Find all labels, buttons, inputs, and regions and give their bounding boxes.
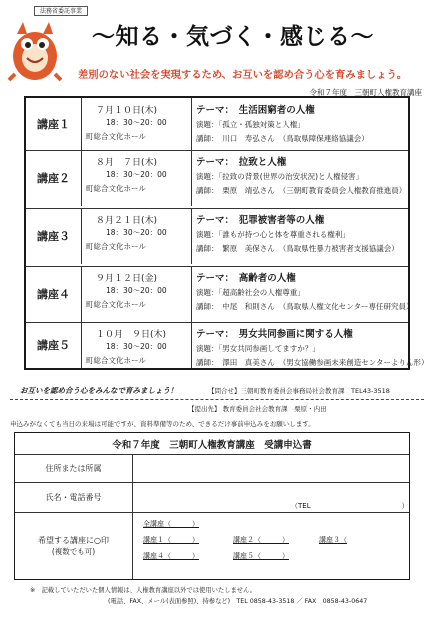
lecture-talk <box>196 119 305 130</box>
lecture-time: 18：30～20：00 <box>106 228 167 237</box>
lecture-schedule-cell <box>82 322 192 368</box>
option-lecture-5[interactable]: 講座５（ ） <box>233 552 289 560</box>
lecture-schedule-cell <box>82 150 192 206</box>
talk-prefix: 演題： <box>196 344 219 353</box>
lecture-schedule-cell <box>82 208 192 264</box>
lecture-date: ８月 ７日(木) <box>96 158 158 168</box>
talk-prefix: 演題： <box>196 288 219 297</box>
subtitle: 差別のない社会を実現するため、お互いを認め合う心を育みましょう。 <box>78 69 408 81</box>
lecture-talk <box>196 171 363 182</box>
lecture-detail-cell <box>192 208 408 264</box>
organizer-label: 令和７年度 三朝町人権教育講座 <box>309 88 422 97</box>
submit-to: 【提出先】 教育委員会社会教育課 栗原・内田 <box>188 405 327 413</box>
lecture-label: 講座１ <box>26 98 82 150</box>
lecturer-name: 講師： 繁原 美保さん <box>196 244 275 253</box>
lecture-date: ８月２１日(木) <box>96 216 158 226</box>
option-lecture-1[interactable]: 講座１（ ） <box>143 536 199 544</box>
tel-field[interactable]: （TEL ） <box>291 502 409 510</box>
lecture-theme: テーマ： 男女共同参画に関する人権 <box>196 329 353 340</box>
lecture-theme: テーマ： 犯罪被害者等の人権 <box>196 215 325 226</box>
lecture-row <box>26 208 408 264</box>
address-field[interactable] <box>133 455 409 482</box>
row-divider <box>26 208 408 209</box>
lecturer-affiliation: （三朝町教育委員会人権教育推進員） <box>278 186 407 195</box>
lecture-row <box>26 322 429 368</box>
lecture-theme: テーマ： 拉致と人権 <box>196 157 287 168</box>
lecture-row <box>26 150 408 206</box>
lecturer-name: 講師： 澤田 真美さん <box>196 358 275 367</box>
lecture-venue: 町総合文化ホール <box>86 184 146 193</box>
lecture-lecturer <box>196 185 406 196</box>
lecture-talk <box>196 229 350 240</box>
lecture-time: 18：30～20：00 <box>106 286 167 295</box>
lecture-lecturer <box>196 133 369 144</box>
application-form <box>14 432 410 580</box>
choice-label <box>15 513 133 579</box>
lecture-label: 講座２ <box>26 150 82 206</box>
lecture-venue: 町総合文化ホール <box>86 300 146 309</box>
address-label: 住所または所属 <box>15 455 133 482</box>
contact-methods: (電話、FAX、メール(表面参照)、持参など) TEL 0858-43-3518 ／ FAX 0858-43-0647 <box>108 598 368 605</box>
option-lecture-3[interactable]: 講座３（ <box>319 536 347 544</box>
lecture-label: 講座３ <box>26 208 82 264</box>
talk-title: 「孤立・孤独対策と人権」 <box>218 120 305 129</box>
row-divider <box>26 266 408 267</box>
lecture-schedule-cell <box>82 266 192 322</box>
lecture-time: 18：30～20：00 <box>106 170 167 179</box>
lecturer-affiliation: （男女協働参画未来創造センターよりん形） <box>278 358 429 367</box>
lecture-schedule-table <box>24 96 429 370</box>
choice-label-main: 希望する講座に○印 <box>38 536 109 545</box>
choice-label-sub: (複数でも可) <box>51 547 96 556</box>
talk-title: 「男女共同参画してますか？」 <box>218 344 320 353</box>
lecture-talk <box>196 287 305 298</box>
inquiry-contact: 【問合せ】三朝町教育委員会事務局社会教育課 TEL43-3518 <box>208 387 390 395</box>
lecture-label: 講座４ <box>26 266 82 322</box>
lecturer-affiliation: （鳥取県人権文化センター専任研究員） <box>278 302 414 311</box>
lecture-date: ７月１０日(木) <box>96 106 158 116</box>
lecture-venue: 町総合文化ホール <box>86 242 146 251</box>
row-divider <box>26 150 408 151</box>
lecture-detail-cell <box>192 150 408 206</box>
talk-title: 「拉致の背景(世界の治安状況)と人権侵害」 <box>218 172 364 181</box>
lecture-schedule-cell <box>82 98 192 150</box>
lecture-detail-cell <box>192 98 408 150</box>
option-all-lectures[interactable]: 全講座（ ） <box>143 520 199 528</box>
cut-line <box>10 399 424 400</box>
lecture-theme: テーマ： 高齢者の人権 <box>196 273 296 284</box>
lecture-detail-cell <box>192 266 414 322</box>
lecture-talk <box>196 343 320 354</box>
lecturer-affiliation: （鳥取県障保連絡協議会） <box>278 134 369 143</box>
mascot-illustration <box>5 14 67 84</box>
lecture-time: 18：30～20：00 <box>106 342 167 351</box>
lecture-row <box>26 266 414 322</box>
choice-row <box>15 513 409 579</box>
lecture-detail-cell <box>192 322 429 368</box>
lecture-label: 講座５ <box>26 322 82 368</box>
privacy-note: ※ 記載していただいた個人情報は、人権教育講座以外では使用いたしません。 <box>30 587 257 594</box>
lecture-venue: 町総合文化ホール <box>86 356 146 365</box>
lecturer-affiliation: （鳥取県性暴力被害者支援協議会） <box>278 244 399 253</box>
talk-prefix: 演題： <box>196 120 219 129</box>
talk-prefix: 演題： <box>196 230 219 239</box>
option-lecture-4[interactable]: 講座４（ ） <box>143 552 199 560</box>
sponsor-badge: 法務省委託事業 <box>34 6 88 16</box>
talk-title: 「誰もが持つ心と体を尊重される権利」 <box>218 230 350 239</box>
lecturer-name: 講師： 川口 寿弘さん <box>196 134 275 143</box>
lecture-date: ９月１２日(金) <box>96 274 158 284</box>
lecturer-name: 講師： 中尾 和則さん <box>196 302 275 311</box>
lecture-lecturer <box>196 301 413 312</box>
name-row <box>15 483 409 513</box>
address-row <box>15 455 409 483</box>
slogan: お互いを認め合う心をみんなで育みましょう！ <box>20 386 178 395</box>
talk-prefix: 演題： <box>196 172 219 181</box>
option-lecture-2[interactable]: 講座２（ ） <box>233 536 289 544</box>
lecture-date: １０月 ９日(木) <box>96 330 167 340</box>
page-title: 〜知る・気づく・感じる〜 <box>92 24 374 50</box>
row-divider <box>26 322 408 323</box>
application-instruction: 申込みがなくても当日の来場は可能ですが、資料準備等のため、できるだけ事前申込みをお願いします。 <box>10 420 315 428</box>
form-title: 令和７年度 三朝町人権教育講座 受講申込書 <box>15 433 409 455</box>
lecture-theme: テーマ： 生活困窮者の人権 <box>196 105 315 116</box>
lecture-lecturer <box>196 243 399 254</box>
lecture-time: 18：30～20：00 <box>106 118 167 127</box>
talk-title: 「超高齢社会の人権尊重」 <box>218 288 305 297</box>
name-label: 氏名・電話番号 <box>15 483 133 512</box>
lecture-row <box>26 98 408 150</box>
lecture-lecturer <box>196 357 428 368</box>
lecturer-name: 講師： 栗原 靖弘さん <box>196 186 275 195</box>
lecture-venue: 町総合文化ホール <box>86 132 146 141</box>
